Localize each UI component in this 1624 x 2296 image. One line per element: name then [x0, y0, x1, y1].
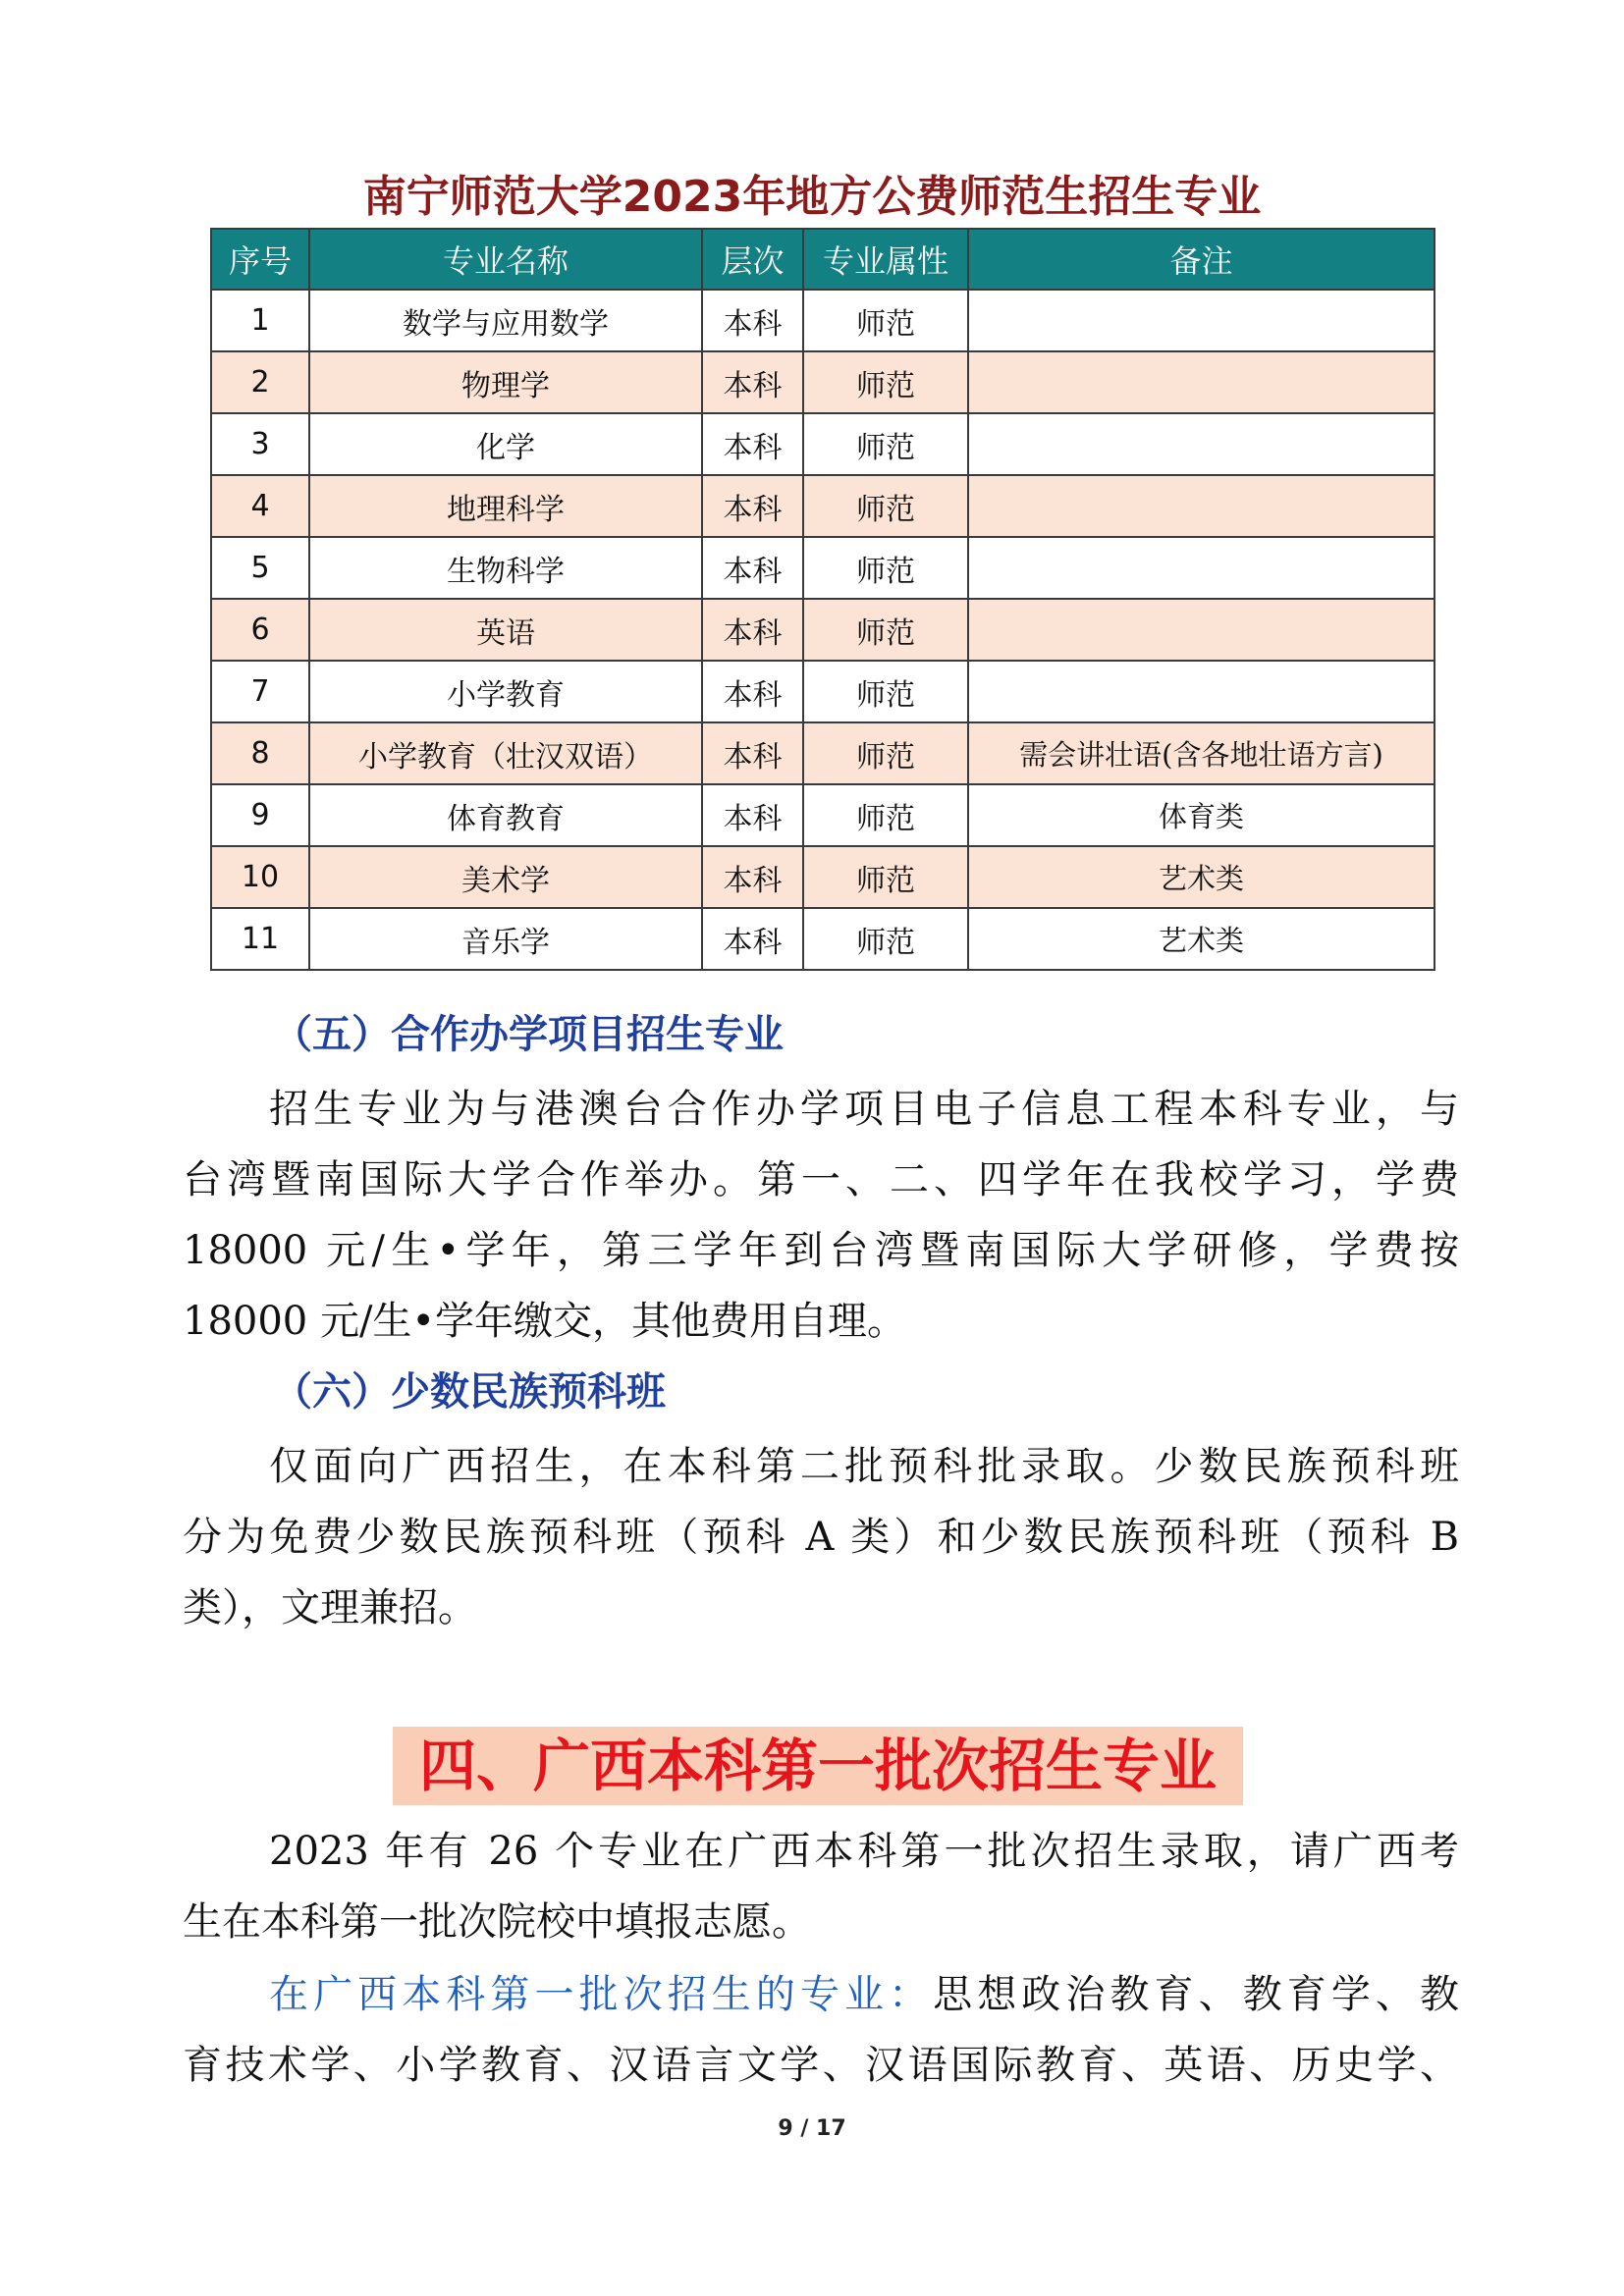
- section-4-intro-line: 2023 年有 26 个专业在广西本科第一批次招生录取，请广西考: [269, 1829, 1459, 1874]
- row-remark: 艺术类: [968, 846, 1435, 908]
- row-major-name: 英语: [309, 599, 702, 661]
- row-index: 5: [211, 537, 309, 599]
- table-row: [211, 599, 1435, 661]
- header-major-name: 专业名称: [309, 229, 702, 290]
- row-index: 6: [211, 599, 309, 661]
- section-5-line: 招生专业为与港澳台合作办学项目电子信息工程本科专业，与: [269, 1087, 1459, 1132]
- section-4-heading: 四、广西本科第一批次招生专业: [393, 1727, 1243, 1805]
- row-index: 8: [211, 722, 309, 784]
- row-index: 11: [211, 908, 309, 970]
- row-attribute: 师范: [803, 475, 968, 537]
- row-attribute: 师范: [803, 908, 968, 970]
- table-row: [211, 908, 1435, 970]
- row-level: 本科: [702, 537, 803, 599]
- header-major-attribute: 专业属性: [803, 229, 968, 290]
- row-attribute: 师范: [803, 290, 968, 351]
- table-header-row: [211, 229, 1435, 290]
- row-level: 本科: [702, 846, 803, 908]
- table-row: [211, 784, 1435, 846]
- majors-label: 在广西本科第一批次招生的专业：: [269, 1972, 934, 2017]
- row-level: 本科: [702, 290, 803, 351]
- table-row: [211, 661, 1435, 722]
- table-row: [211, 475, 1435, 537]
- row-remark: 艺术类: [968, 908, 1435, 970]
- row-major-name: 美术学: [309, 846, 702, 908]
- row-index: 7: [211, 661, 309, 722]
- section-4-intro-line: 生在本科第一批次院校中填报志愿。: [183, 1899, 811, 1945]
- row-index: 1: [211, 290, 309, 351]
- header-level: 层次: [702, 229, 803, 290]
- section-5-line: 18000 元/生•学年，第三学年到台湾暨南国际大学研修，学费按: [183, 1228, 1459, 1273]
- row-index: 10: [211, 846, 309, 908]
- row-remark: [968, 351, 1435, 413]
- section-4-majors-line: 育技术学、小学教育、汉语言文学、汉语国际教育、英语、历史学、: [183, 2043, 1459, 2088]
- table-row: [211, 413, 1435, 475]
- row-remark: [968, 475, 1435, 537]
- row-level: 本科: [702, 475, 803, 537]
- row-remark: [968, 661, 1435, 722]
- table-row: [211, 722, 1435, 784]
- page-number: 9 / 17: [778, 2116, 846, 2141]
- section-5-line: 18000 元/生•学年缴交，其他费用自理。: [183, 1299, 907, 1344]
- row-major-name: 体育教育: [309, 784, 702, 846]
- row-remark: [968, 537, 1435, 599]
- row-major-name: 音乐学: [309, 908, 702, 970]
- majors-table: [210, 228, 1435, 971]
- row-attribute: 师范: [803, 784, 968, 846]
- row-index: 2: [211, 351, 309, 413]
- section-5-line: 台湾暨南国际大学合作举办。第一、二、四学年在我校学习，学费: [183, 1157, 1459, 1202]
- row-index: 4: [211, 475, 309, 537]
- header-remarks: 备注: [968, 229, 1435, 290]
- header-index: 序号: [211, 229, 309, 290]
- row-major-name: 物理学: [309, 351, 702, 413]
- row-attribute: 师范: [803, 413, 968, 475]
- section-6-line: 类），文理兼招。: [183, 1585, 477, 1630]
- row-level: 本科: [702, 784, 803, 846]
- row-level: 本科: [702, 413, 803, 475]
- row-level: 本科: [702, 661, 803, 722]
- row-major-name: 地理科学: [309, 475, 702, 537]
- row-index: 3: [211, 413, 309, 475]
- row-remark: 需会讲壮语(含各地壮语方言): [968, 722, 1435, 784]
- row-attribute: 师范: [803, 661, 968, 722]
- row-remark: [968, 599, 1435, 661]
- row-remark: [968, 290, 1435, 351]
- section-5-heading: （五）合作办学项目招生专业: [273, 1012, 784, 1057]
- row-major-name: 生物科学: [309, 537, 702, 599]
- row-level: 本科: [702, 351, 803, 413]
- row-major-name: 数学与应用数学: [309, 290, 702, 351]
- row-major-name: 小学教育: [309, 661, 702, 722]
- section-6-heading: （六）少数民族预科班: [273, 1369, 666, 1415]
- majors-list-start: 思想政治教育、教育学、教: [933, 1972, 1460, 2017]
- row-major-name: 小学教育（壮汉双语）: [309, 722, 702, 784]
- table-title: 南宁师范大学2023年地方公费师范生招生专业: [362, 172, 1262, 222]
- row-major-name: 化学: [309, 413, 702, 475]
- table-row: [211, 351, 1435, 413]
- table-row: [211, 537, 1435, 599]
- row-level: 本科: [702, 908, 803, 970]
- section-4-majors-line: [269, 1967, 1459, 2022]
- row-attribute: 师范: [803, 846, 968, 908]
- row-attribute: 师范: [803, 599, 968, 661]
- row-attribute: 师范: [803, 722, 968, 784]
- section-6-line: 仅面向广西招生，在本科第二批预科批录取。少数民族预科班: [269, 1444, 1459, 1489]
- row-index: 9: [211, 784, 309, 846]
- section-6-line: 分为免费少数民族预科班（预科 A 类）和少数民族预科班（预科 B: [183, 1515, 1459, 1560]
- row-remark: [968, 413, 1435, 475]
- row-level: 本科: [702, 599, 803, 661]
- row-attribute: 师范: [803, 537, 968, 599]
- table-row: [211, 846, 1435, 908]
- row-level: 本科: [702, 722, 803, 784]
- table-row: [211, 290, 1435, 351]
- row-attribute: 师范: [803, 351, 968, 413]
- row-remark: 体育类: [968, 784, 1435, 846]
